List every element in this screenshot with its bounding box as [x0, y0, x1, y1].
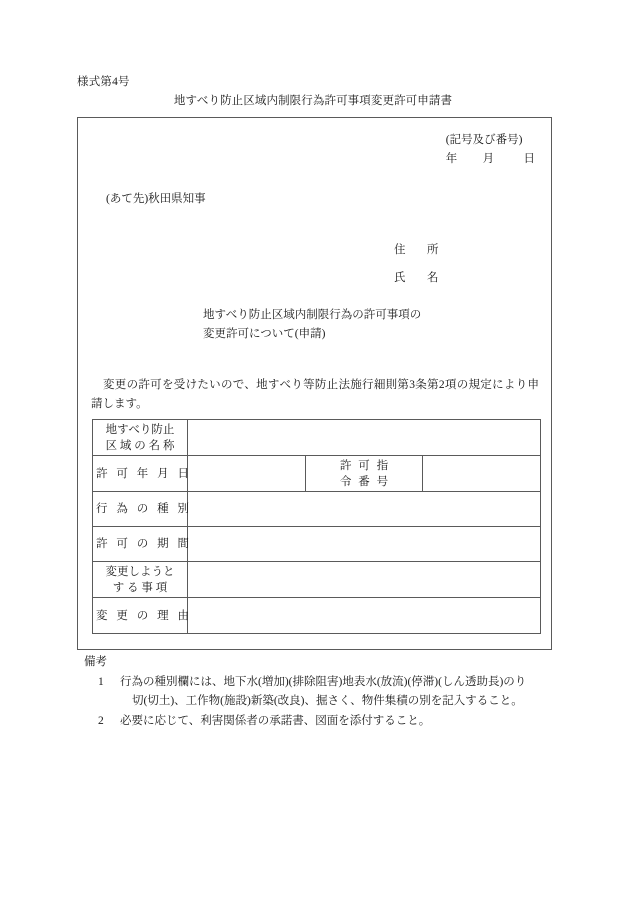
body-line-1: 変更の許可を受けたいので、地すべり等防止法施行細則第3条第2項の規定により申請	[91, 379, 539, 410]
row-label-text: 許 可 年 月 日	[96, 467, 192, 480]
remarks-section	[84, 653, 554, 731]
subject-line-2: 変更許可について(申請)	[203, 328, 326, 340]
row-label-change-items	[93, 562, 188, 598]
row-sublabel-line-2: 令 番 号	[339, 475, 391, 488]
row-label-line-1: 地すべり防止	[105, 423, 175, 436]
table-row	[93, 598, 541, 634]
row-label-permit-period	[93, 527, 192, 562]
remarks-title: 備考	[84, 656, 107, 668]
date-month-label: 月	[482, 153, 495, 165]
row-sublabel-line-1: 許 可 指	[339, 459, 391, 472]
reference-number-block	[446, 131, 535, 169]
remark-line-1: 必要に応じて、利害関係者の承諾書、図面を添付すること。	[120, 714, 431, 727]
addressee-line: (あて先)秋田県知事	[106, 193, 206, 205]
row-label-act-type	[93, 492, 192, 527]
date-day-label: 日	[523, 153, 535, 165]
row-value-change-items[interactable]	[188, 562, 541, 598]
row-label-permit-date	[93, 456, 192, 492]
reference-number-label: (記号及び番号)	[445, 134, 523, 146]
table-row	[93, 420, 541, 456]
application-details-table	[92, 419, 541, 634]
row-label-text: 許 可 の 期 間	[96, 538, 192, 550]
remark-number: 1	[98, 675, 104, 688]
table-row	[93, 527, 541, 562]
remark-text	[120, 712, 554, 732]
body-paragraph	[91, 376, 539, 414]
date-line	[446, 150, 535, 169]
table-row	[93, 562, 541, 598]
row-value-permit-number[interactable]	[423, 456, 541, 492]
document-title: 地すべり防止区域内制限行為許可事項変更許可申請書	[173, 95, 453, 107]
remark-item	[84, 673, 554, 712]
subject-block	[203, 306, 421, 344]
row-label-area-name	[93, 420, 188, 456]
date-year-label: 年	[445, 153, 458, 165]
subject-line-1: 地すべり防止区域内制限行為の許可事項の	[203, 309, 422, 321]
applicant-address-label: 住 所	[394, 244, 444, 256]
row-value-act-type[interactable]	[188, 492, 541, 527]
application-form-box	[77, 117, 552, 650]
row-value-change-reason[interactable]	[188, 598, 541, 634]
form-number: 様式第4号	[77, 76, 130, 88]
remark-item	[84, 712, 554, 732]
table-row	[93, 492, 541, 527]
row-value-permit-date[interactable]	[188, 456, 306, 492]
row-value-permit-period[interactable]	[188, 527, 541, 562]
applicant-name-label: 氏 名	[394, 272, 444, 284]
applicant-block	[394, 236, 444, 292]
table-row	[93, 456, 541, 492]
row-label-line-2: す る 事 項	[112, 581, 168, 594]
remark-text	[120, 673, 554, 712]
row-value-area-name[interactable]	[188, 420, 541, 456]
remark-line-2: 切(切土)、工作物(施設)新築(改良)、掘さく、物件集積の別を記入すること。	[132, 695, 523, 707]
body-line-2: します。	[102, 398, 148, 410]
row-label-line-1: 変更しようと	[105, 565, 175, 578]
row-label-permit-number	[305, 456, 423, 492]
remark-number: 2	[98, 714, 104, 727]
row-label-text: 行 為 の 種 別	[96, 503, 192, 515]
row-label-text: 変 更 の 理 由	[96, 609, 192, 622]
remark-line-1: 行為の種別欄には、地下水(増加)(排除阻害)地表水(放流)(停滞)(しん透助長)のり	[120, 675, 527, 688]
row-label-line-2: 区 域 の 名 称	[105, 439, 175, 452]
row-label-change-reason	[93, 598, 192, 634]
